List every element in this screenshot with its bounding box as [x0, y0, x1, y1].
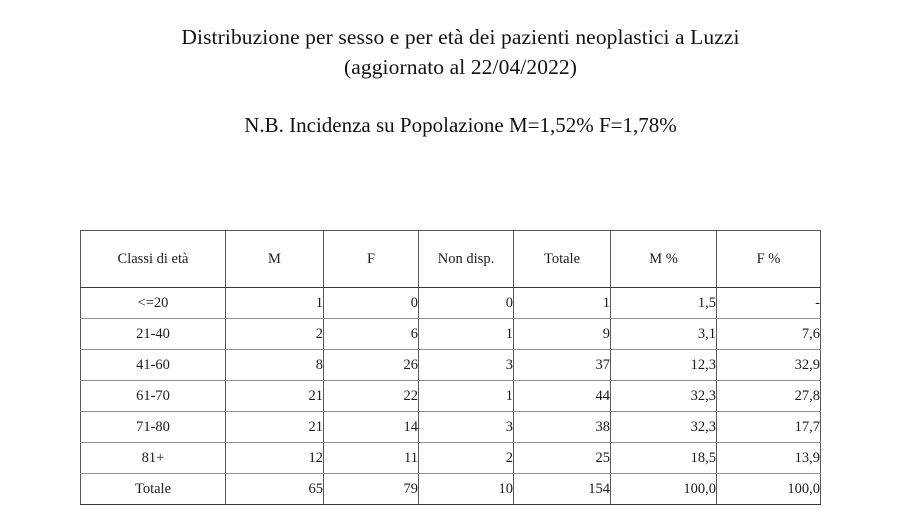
table-row — [81, 412, 821, 443]
table-row-total — [81, 474, 821, 505]
cell-female-pct: - — [717, 288, 821, 319]
cell-total: 38 — [514, 412, 611, 443]
cell-female: 22 — [324, 381, 419, 412]
cell-male-pct: 32,3 — [611, 381, 717, 412]
table-header — [81, 231, 821, 288]
table-row — [81, 381, 821, 412]
cell-male: 8 — [226, 350, 324, 381]
cell-male-pct: 1,5 — [611, 288, 717, 319]
cell-female-pct: 7,6 — [717, 319, 821, 350]
table-row — [81, 350, 821, 381]
cell-male-pct: 100,0 — [611, 474, 717, 505]
cell-male: 21 — [226, 381, 324, 412]
cell-not-available: 1 — [419, 319, 514, 350]
distribution-table — [80, 230, 821, 505]
cell-total: 9 — [514, 319, 611, 350]
page-title — [0, 22, 921, 82]
cell-total: 154 — [514, 474, 611, 505]
cell-female-pct: 27,8 — [717, 381, 821, 412]
cell-age-class: 81+ — [81, 443, 226, 474]
column-header-male: M — [226, 231, 324, 288]
cell-male: 12 — [226, 443, 324, 474]
cell-total: 25 — [514, 443, 611, 474]
cell-not-available: 0 — [419, 288, 514, 319]
cell-total: 44 — [514, 381, 611, 412]
cell-male: 65 — [226, 474, 324, 505]
title-line-2: (aggiornato al 22/04/2022) — [343, 55, 578, 79]
cell-female: 11 — [324, 443, 419, 474]
column-header-age-class: Classi di età — [81, 231, 226, 288]
cell-female: 0 — [324, 288, 419, 319]
cell-not-available: 10 — [419, 474, 514, 505]
cell-female-pct: 13,9 — [717, 443, 821, 474]
cell-not-available: 1 — [419, 381, 514, 412]
cell-not-available: 3 — [419, 350, 514, 381]
cell-male-pct: 32,3 — [611, 412, 717, 443]
incidence-note-text: N.B. Incidenza su Popolazione M=1,52% F=1,78% — [244, 113, 677, 137]
column-header-total: Totale — [514, 231, 611, 288]
title-line-1: Distribuzione per sesso e per età dei pazienti neoplastici a Luzzi — [181, 25, 740, 49]
table-row — [81, 443, 821, 474]
cell-age-class: 41-60 — [81, 350, 226, 381]
cell-age-class: 61-70 — [81, 381, 226, 412]
cell-total: 1 — [514, 288, 611, 319]
cell-female-pct: 17,7 — [717, 412, 821, 443]
cell-male: 21 — [226, 412, 324, 443]
table-header-row — [81, 231, 821, 288]
cell-female: 14 — [324, 412, 419, 443]
cell-female: 26 — [324, 350, 419, 381]
column-header-male-pct: M % — [611, 231, 717, 288]
cell-age-class: 71-80 — [81, 412, 226, 443]
table-row — [81, 288, 821, 319]
incidence-note — [0, 111, 921, 139]
cell-age-class: 21-40 — [81, 319, 226, 350]
table-body — [81, 288, 821, 505]
cell-female-pct: 100,0 — [717, 474, 821, 505]
table-row — [81, 319, 821, 350]
column-header-not-available: Non disp. — [419, 231, 514, 288]
column-header-female-pct: F % — [717, 231, 821, 288]
column-header-female: F — [324, 231, 419, 288]
cell-male-pct: 3,1 — [611, 319, 717, 350]
cell-male-pct: 12,3 — [611, 350, 717, 381]
cell-age-class: <=20 — [81, 288, 226, 319]
distribution-table-container — [80, 230, 820, 505]
cell-male-pct: 18,5 — [611, 443, 717, 474]
cell-age-class: Totale — [81, 474, 226, 505]
cell-male: 1 — [226, 288, 324, 319]
cell-not-available: 3 — [419, 412, 514, 443]
cell-total: 37 — [514, 350, 611, 381]
cell-female: 79 — [324, 474, 419, 505]
cell-not-available: 2 — [419, 443, 514, 474]
cell-male: 2 — [226, 319, 324, 350]
cell-female-pct: 32,9 — [717, 350, 821, 381]
cell-female: 6 — [324, 319, 419, 350]
